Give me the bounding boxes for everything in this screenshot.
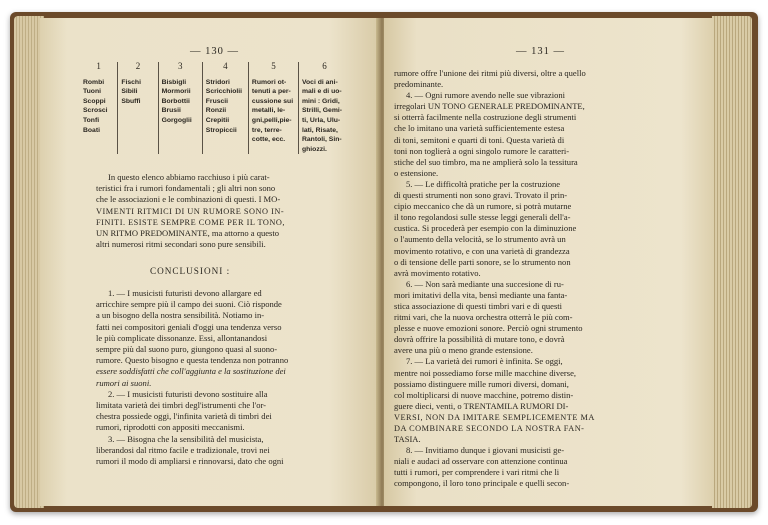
table-item: cussione sui (251, 97, 294, 105)
text-line: possiamo distinguere mille rumori diversi, domani, (394, 378, 569, 389)
table-item: mini : Gridi, (301, 97, 340, 105)
table-item: ghiozzi. (301, 145, 327, 153)
table-item: Crepitii (205, 116, 230, 124)
right-page (384, 18, 714, 506)
text-line: mentre noi possediamo forse mille macchine diverse, (394, 367, 577, 378)
table-item: ti, Urla, Ulu- (301, 116, 341, 124)
text-line: tutti i rumori, per comprendere i vari ritmi che li (394, 467, 560, 478)
text-line: 4. — Ogni rumore avendo nelle sue vibrazioni (406, 90, 566, 101)
text-line: VIMENTI RITMICI DI UN RUMORE SONO IN- (96, 206, 285, 216)
table-item: Stridori (205, 78, 230, 86)
table-item: Bisbigli (161, 78, 187, 86)
text-line: 7. — La varietà dei rumori è infinita. Se oggi, (406, 356, 563, 367)
table-item: Boati (83, 126, 100, 134)
text-line: essere soddisfatti che coll'aggiunta e la sostituzione dei (96, 366, 286, 377)
conclusions-heading: CONCLUSIONI : (150, 266, 231, 276)
column-header: 1 (96, 61, 101, 71)
text-line: 8. — Invitiamo dunque i giovani musicisti ge- (406, 445, 565, 456)
text-line: UN RITMO PREDOMINANTE, ma attorno a questo (96, 228, 280, 239)
conclusions-text (96, 288, 358, 467)
text-line: stica associazione di questi timbri vari e di questi (394, 300, 563, 311)
text-line: si otterrà facilmente nella costruzione degli strumenti (394, 112, 577, 123)
table-item: Rantoli, Sin- (301, 136, 342, 144)
table-item: Fischi (121, 78, 141, 86)
text-line: DA COMBINARE SECONDO LA NOSTRA FAN- (394, 424, 585, 433)
text-line: 1. — I musicisti futuristi devono allargare ed (108, 288, 262, 298)
table-item: Scoppi (83, 97, 106, 105)
text-line: arricchire sempre più il campo dei suoni. Ciò risponde (96, 299, 282, 310)
text-line: limitata varietà dei timbri degl'istrumenti che l'or- (96, 400, 266, 411)
table-item: Brusii (161, 107, 181, 115)
table-item: Rumori ot- (251, 78, 287, 86)
table-column-2 (118, 62, 158, 154)
text-line: le più complicate dissonanze. Essi, allontanandosi (96, 332, 268, 343)
table-item: Ronzii (205, 107, 227, 115)
table-item: Sbuffi (121, 97, 141, 105)
table-column-6 (299, 62, 350, 154)
column-header: 3 (177, 61, 183, 71)
page-edges-right (712, 16, 752, 508)
column-header: 6 (322, 61, 327, 71)
table-item: Strilli, Gemi- (301, 107, 343, 115)
text-line: custica. Si procederà per esempio con la diminuzione (394, 223, 577, 234)
text-line: dovrà offrire la possibilità di mutare tono, e dovrà (394, 334, 565, 345)
page-number-left: — 130 — (190, 46, 239, 57)
text-line: che lo imitano una varietà sufficientemente estesa (394, 123, 565, 134)
text-line: liberandosi dal ritmo facile e tradizionale, trovi nei (96, 444, 270, 455)
table-item: Voci di ani- (301, 78, 338, 86)
table-item: Scricchiolii (205, 88, 243, 96)
text-line: fatti nei compositori geniali d'oggi una tendenza verso (96, 321, 282, 332)
text-line: guere dieci, venti, o TRENTAMILA RUMORI DI- (394, 400, 569, 411)
column-header: 2 (135, 61, 141, 71)
text-line: chestra possiede oggi, l'infinita varietà di timbri dei (96, 411, 272, 422)
table-item: cotte, ecc. (251, 136, 286, 144)
text-line: stiche del suo timbro, ma ne amplierà solo la tessitura (394, 156, 578, 167)
text-line: di questi strumenti non sono gravi. Trovato il prin- (394, 190, 568, 201)
text-line: movimento rotativo, e con una varietà di grandezza (394, 245, 570, 256)
text-line: 2. — I musicisti futuristi devono sostituire alla (108, 388, 268, 399)
table-item: Mormorii (161, 88, 191, 96)
table-item: Borbottii (161, 97, 190, 105)
text-line: irregolari UN TONO GENERALE PREDOMINANTE, (394, 101, 585, 112)
text-line: FINITI. ESISTE SEMPRE COME PER IL TONO, (96, 217, 285, 227)
table-item: Tuoni (83, 88, 101, 96)
column-header: 4 (223, 61, 228, 71)
table-item: Tonfi (83, 116, 100, 124)
table-item: Stropiccii (205, 126, 237, 134)
text-line: 5. — Le difficoltà pratiche per la costruzione (406, 178, 561, 189)
text-line: rumori, riprodotti con appositi meccanismi. (96, 422, 245, 433)
text-line: cipio meccanico che dà un rumore, si potrà mutarne (394, 201, 572, 212)
text-line: mori imitativi della vita, bensì mediante una fanta- (394, 289, 568, 300)
text-line: teristici fra i rumori fondamentali ; gli altri non sono (96, 183, 276, 194)
table-item: Sibili (121, 88, 138, 96)
table-column-5 (249, 62, 299, 154)
text-line: In questo elenco abbiamo racchiuso i più carat- (108, 172, 270, 182)
text-line: o di tensione delle parti sonore, se lo strumento non (394, 256, 571, 267)
text-line: col moltiplicarsi di nuove macchine, potremo distin- (394, 389, 574, 400)
table-column-3 (159, 62, 203, 154)
text-line: 3. — Bisogna che la sensibilità del musicista, (108, 433, 264, 444)
table-item: Scrosci (83, 107, 108, 115)
text-line: a un bisogno della nostra sensibilità. Notiamo in- (96, 310, 265, 321)
text-line: predominante. (394, 79, 444, 90)
table-item: tre, terre- (251, 126, 282, 134)
text-line: di toni, semitoni e quarti di toni. Questa varietà di (394, 134, 565, 145)
text-line: o estensione. (394, 167, 439, 178)
table-column-1 (80, 62, 118, 154)
table-column-4 (203, 62, 249, 154)
table-item: lati, Risate, (301, 126, 338, 134)
noise-families-table (80, 62, 350, 154)
text-line: altri numerosi ritmi secondari sono pure sensibili. (96, 239, 266, 250)
text-line: che le associazioni e le combinazioni di questi. I MO- (96, 194, 281, 205)
table-item: gni,pelli,pie- (251, 116, 292, 124)
table-item: Rombi (83, 78, 105, 86)
text-line: compongono, il loro tono principale e quelli secon- (394, 478, 570, 489)
text-line: il tono regolandosi sulle stesse leggi generali dell'a- (394, 212, 571, 223)
table-item: Gorgoglii (161, 116, 192, 124)
text-line: rumore. Questo bisogno e questa tendenza non potranno (96, 355, 289, 366)
text-line: o l'aumento della velocità, se lo strumento avrà un (394, 234, 566, 245)
table-item: metalli, le- (251, 107, 286, 115)
text-line: TASIA. (394, 434, 421, 445)
text-line: plesse e nuove emozioni sonore. Perciò ogni strumento (394, 323, 583, 334)
text-line: avere una più o meno grande estensione. (394, 345, 533, 356)
text-line: rumore offre l'unione dei ritmi più diversi, oltre a quello (394, 68, 586, 78)
text-line: rumori ai suoni. (96, 377, 152, 388)
text-line: niali e audaci ad osservare con attenzione continua (394, 456, 568, 467)
right-page-text (394, 68, 700, 490)
text-line: sempre più dal suono puro, giungono quasi al suono- (96, 344, 278, 355)
text-line: VERSI, NON DA IMITARE SEMPLICEMENTE MA (394, 412, 595, 422)
text-line: 6. — Non sarà mediante una succesione di ru- (406, 278, 564, 289)
table-item: mali e di uo- (301, 88, 342, 96)
text-line: rumori il modo di ampliarsi e rinnovarsi, dato che ogni (96, 456, 284, 467)
left-page (40, 18, 380, 506)
column-header: 5 (271, 61, 276, 71)
intro-paragraph (96, 172, 358, 250)
text-line: toni non toglierà a ogni singolo rumore le caratteri- (394, 145, 570, 156)
page-number-right: — 131 — (516, 46, 565, 57)
text-line: ritmi vari, che la nuova orchestra otterrà le più com- (394, 312, 573, 323)
text-line: avrà movimento rotativo. (394, 267, 481, 278)
table-item: Fruscii (205, 97, 229, 105)
table-item: tenuti a per- (251, 88, 291, 96)
